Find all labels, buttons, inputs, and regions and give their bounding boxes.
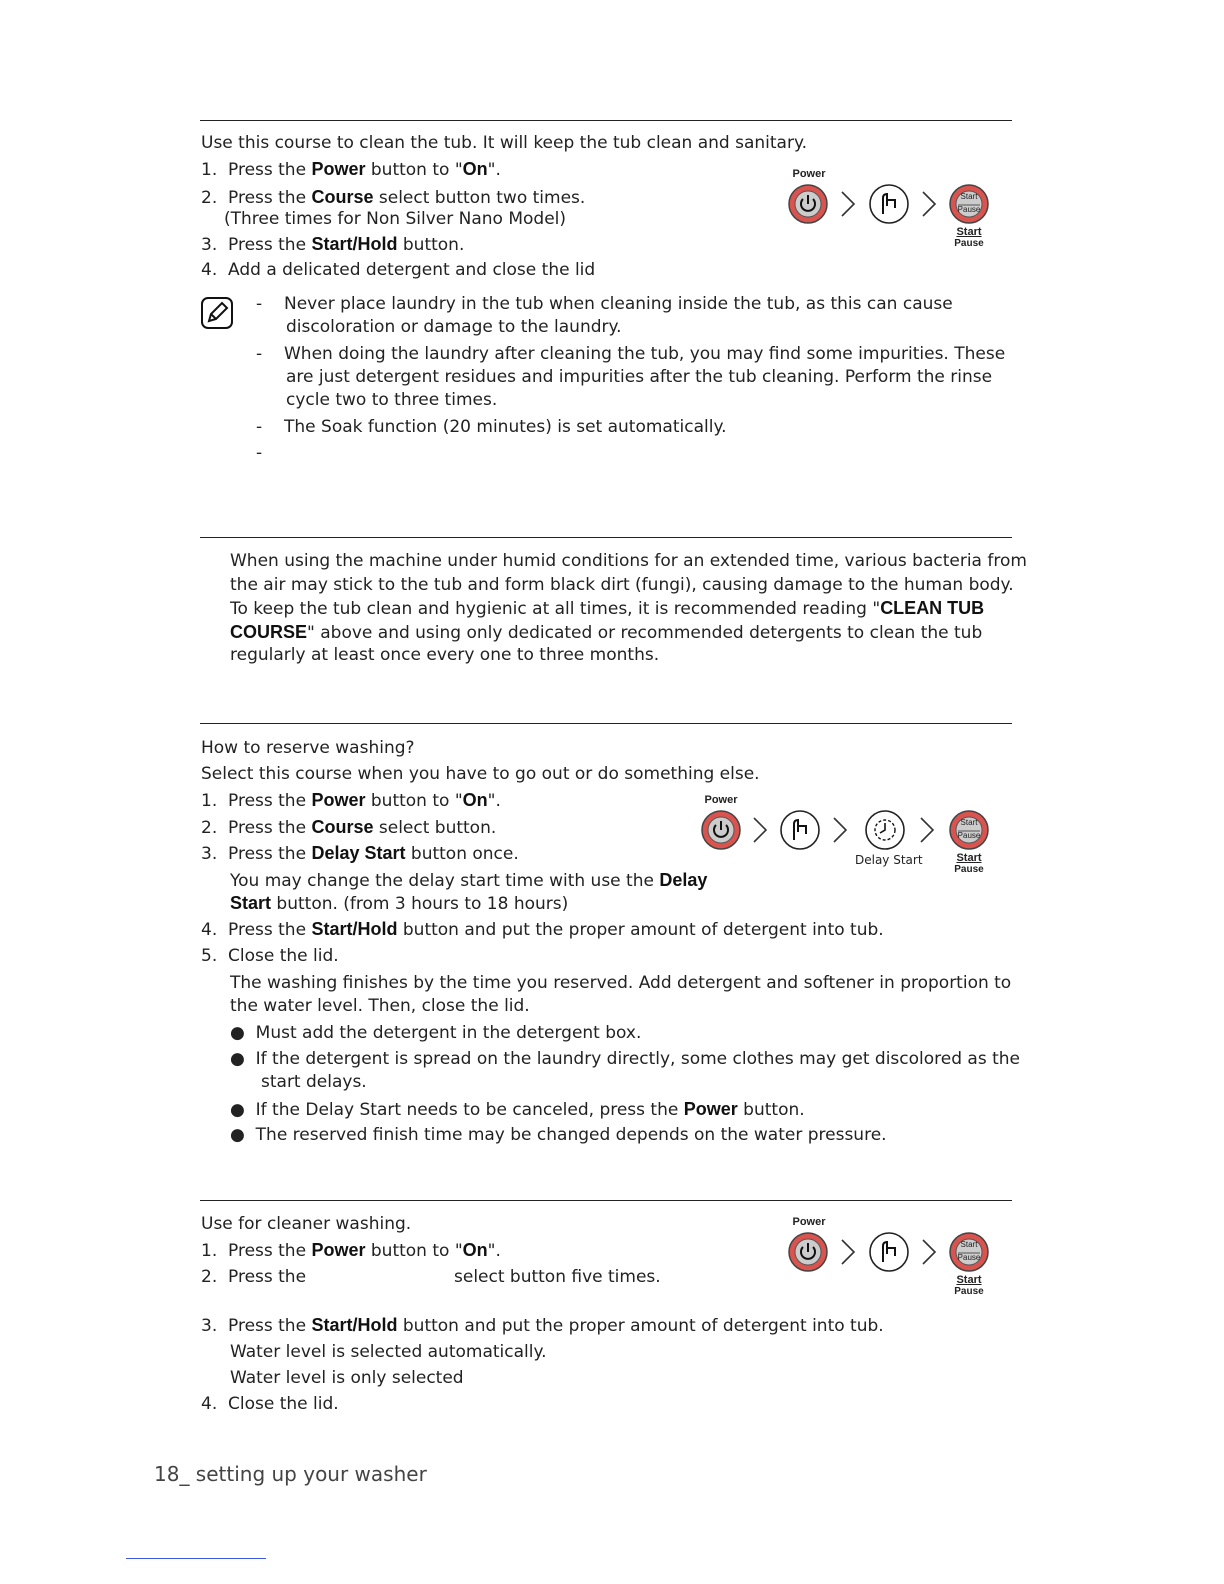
- note-dash: -: [256, 294, 263, 314]
- delay-bullet-2-cont: start delays.: [261, 1072, 367, 1092]
- power-button-icon: [702, 811, 740, 849]
- humid-line-2: the air may stick to the tub and form black dirt (fungi), causing damage to the human body.: [230, 575, 1014, 595]
- humid-line-4: COURSE" above and using only dedicated or recommended detergents to clean the tub: [230, 622, 983, 643]
- note-icon: [200, 296, 234, 330]
- section-divider: [200, 1200, 1012, 1201]
- delay-para-1: The washing finishes by the time you reserved. Add detergent and softener in proportion to: [230, 973, 1012, 993]
- note-1-line-1: Never place laundry in the tub when cleaning inside the tub, as this can cause: [284, 294, 953, 314]
- chevron-right-icon: [842, 192, 854, 216]
- delay-start-label: Delay Start: [855, 853, 923, 867]
- delay-intro: Select this course when you have to go out or do something else.: [201, 764, 760, 784]
- clean-tub-step-4: 4. Add a delicated detergent and close the lid: [201, 260, 596, 280]
- note-3-line-1: The Soak function (20 minutes) is set automatically.: [284, 417, 727, 437]
- note-1-line-2: discoloration or damage to the laundry.: [286, 317, 622, 337]
- delay-step-3-detail-1: You may change the delay start time with use the Delay: [230, 870, 708, 891]
- clean-tub-step-2: 2. Press the Course select button two times.: [201, 187, 586, 208]
- section-divider: [200, 723, 1012, 724]
- start-pause-button-icon: [950, 185, 988, 223]
- delay-bullet-4: ● The reserved finish time may be changed depends on the water pressure.: [230, 1125, 887, 1145]
- power-button-icon: [789, 1233, 827, 1271]
- start-pause-button-icon: [950, 811, 988, 849]
- delay-step-3-detail-2: Start button. (from 3 hours to 18 hours): [230, 893, 569, 914]
- chevron-right-icon: [834, 818, 846, 842]
- delay-bullet-1: ● Must add the detergent in the detergent box.: [230, 1023, 642, 1043]
- note-2-line-3: cycle two to three times.: [286, 390, 498, 410]
- cleaner-intro: Use for cleaner washing.: [201, 1214, 412, 1234]
- humid-line-3: To keep the tub clean and hygienic at all times, it is recommended reading "CLEAN TUB: [230, 598, 985, 619]
- pause-button-text: Pause: [957, 831, 981, 840]
- chevron-right-icon: [842, 1240, 854, 1264]
- delay-step-1: 1. Press the Power button to "On".: [201, 790, 501, 811]
- power-button-icon: [789, 185, 827, 223]
- section-divider: [200, 537, 1012, 538]
- start-label: Start: [956, 852, 982, 864]
- cleaner-step-3: 3. Press the Start/Hold button and put the proper amount of detergent into tub.: [201, 1315, 884, 1336]
- clean-tub-step-1: 1. Press the Power button to "On".: [201, 159, 501, 180]
- clean-tub-intro: Use this course to clean the tub. It will keep the tub clean and sanitary.: [201, 133, 807, 153]
- page-footer: 18_ setting up your washer: [154, 1462, 427, 1486]
- start-button-text: Start: [960, 818, 978, 827]
- cleaner-step-2-post: select button five times.: [454, 1267, 661, 1287]
- delay-step-4: 4. Press the Start/Hold button and put the proper amount of detergent into tub.: [201, 919, 884, 940]
- humid-line-5: regularly at least once every one to three months.: [230, 645, 660, 665]
- course-button-icon: [781, 811, 819, 849]
- note-dash: -: [256, 344, 263, 364]
- chevron-right-icon: [754, 818, 766, 842]
- cleaner-step-1: 1. Press the Power button to "On".: [201, 1240, 501, 1261]
- chevron-right-icon: [923, 1240, 935, 1264]
- course-button-icon: [870, 1233, 908, 1271]
- power-label: Power: [792, 168, 826, 180]
- cleaner-step-2: 2. Press the: [201, 1267, 307, 1287]
- note-dash: -: [256, 443, 263, 463]
- pause-label: Pause: [954, 864, 984, 875]
- start-label: Start: [956, 1274, 982, 1286]
- bottom-divider: [126, 1558, 266, 1559]
- pause-label: Pause: [954, 238, 984, 249]
- note-2-line-1: When doing the laundry after cleaning the tub, you may find some impurities. These: [284, 344, 1006, 364]
- section-divider: [200, 120, 1012, 121]
- cleaner-step-4: 4. Close the lid.: [201, 1394, 339, 1414]
- clean-tub-step-3: 3. Press the Start/Hold button.: [201, 234, 465, 255]
- cleaner-water-1: Water level is selected automatically.: [230, 1342, 547, 1362]
- chevron-right-icon: [921, 818, 933, 842]
- delay-bullet-2: ● If the detergent is spread on the laundry directly, some clothes may get discolored as the: [230, 1049, 1021, 1069]
- chevron-right-icon: [923, 192, 935, 216]
- delay-question: How to reserve washing?: [201, 738, 415, 758]
- delay-step-3: 3. Press the Delay Start button once.: [201, 843, 519, 864]
- pause-label: Pause: [954, 1286, 984, 1297]
- humid-line-1: When using the machine under humid conditions for an extended time, various bacteria from: [230, 551, 1027, 571]
- note-2-line-2: are just detergent residues and impurities after the tub cleaning. Perform the rinse: [286, 367, 993, 387]
- start-pause-button-icon: [950, 1233, 988, 1271]
- pause-button-text: Pause: [957, 205, 981, 214]
- delay-bullet-3: ● If the Delay Start needs to be canceled, press the Power button.: [230, 1099, 805, 1120]
- power-label: Power: [792, 1216, 826, 1228]
- delay-step-5: 5. Close the lid.: [201, 946, 339, 966]
- course-button-icon: [870, 185, 908, 223]
- start-button-text: Start: [960, 192, 978, 201]
- delay-para-2: the water level. Then, close the lid.: [230, 996, 530, 1016]
- pause-button-text: Pause: [957, 1253, 981, 1262]
- start-label: Start: [956, 226, 982, 238]
- start-button-text: Start: [960, 1240, 978, 1249]
- cleaner-water-2: Water level is only selected: [230, 1368, 464, 1388]
- note-dash: -: [256, 417, 263, 437]
- delay-step-2: 2. Press the Course select button.: [201, 817, 497, 838]
- delay-start-button-icon: [866, 811, 904, 849]
- clean-tub-step-2-sub: (Three times for Non Silver Nano Model): [224, 209, 567, 229]
- power-label: Power: [704, 794, 738, 806]
